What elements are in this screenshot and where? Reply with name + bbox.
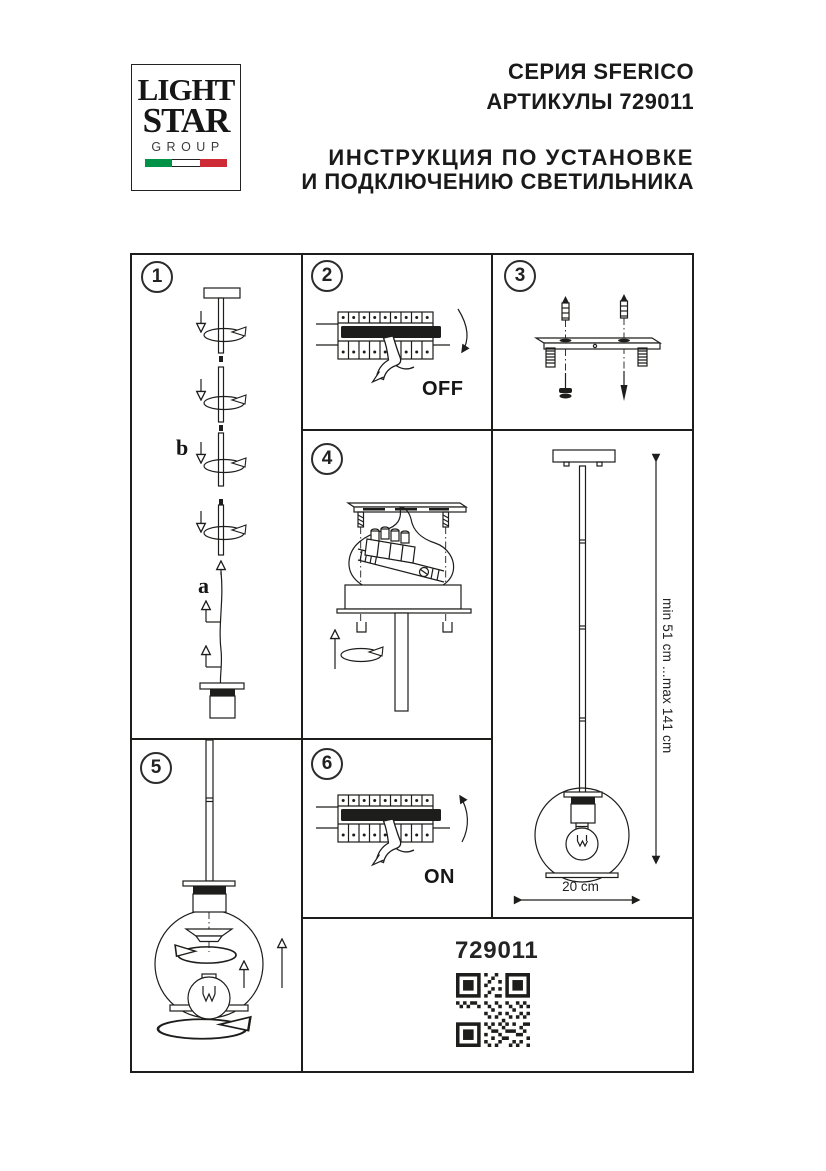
footer-panel bbox=[303, 919, 693, 1071]
qr-finder-top-left bbox=[456, 973, 481, 998]
width-dimension-label: 20 cm bbox=[562, 879, 599, 894]
on-label: ON bbox=[424, 866, 455, 888]
part-label-a: a bbox=[198, 573, 209, 598]
step-6-panel bbox=[303, 740, 490, 916]
step-2-panel bbox=[303, 255, 490, 428]
step-5-panel bbox=[132, 740, 300, 1072]
step-1-panel bbox=[132, 255, 300, 737]
flag-green bbox=[145, 159, 172, 167]
step-6-badge: 6 bbox=[311, 748, 343, 780]
instruction-title-line2: И ПОДКЛЮЧЕНИЮ СВЕТИЛЬНИКА bbox=[301, 168, 694, 194]
logo-text-light: LIGHT bbox=[137, 72, 235, 107]
flag-white bbox=[172, 159, 199, 167]
step-5-badge: 5 bbox=[140, 752, 172, 784]
step-3-panel bbox=[493, 255, 693, 428]
step-4-badge: 4 bbox=[311, 443, 343, 475]
rod-disassembly-diagram bbox=[132, 255, 300, 737]
wiring-connection-diagram bbox=[303, 431, 490, 736]
step-3-badge: 3 bbox=[504, 260, 536, 292]
articles-title: АРТИКУЛЫ 729011 bbox=[486, 89, 694, 114]
off-label: OFF bbox=[422, 378, 464, 400]
qr-finder-top-right bbox=[505, 973, 530, 998]
article-number: 729011 bbox=[455, 937, 539, 964]
step-2-badge: 2 bbox=[311, 260, 343, 292]
document-header bbox=[301, 57, 694, 193]
step-4-panel bbox=[303, 431, 490, 736]
instruction-title-line1: ИНСТРУКЦИЯ ПО УСТАНОВКЕ bbox=[328, 145, 694, 170]
qr-finder-bottom-left bbox=[456, 1022, 481, 1047]
globe-assembly-diagram bbox=[132, 740, 300, 1072]
height-dimension-label: min 51 cm ...max 141 cm bbox=[660, 598, 675, 754]
flag-red bbox=[200, 159, 227, 167]
logo-text-group: GROUP bbox=[151, 140, 225, 154]
part-label-b: b bbox=[176, 435, 189, 460]
series-title: СЕРИЯ SFERICO bbox=[508, 59, 694, 84]
logo-text-star: STAR bbox=[142, 101, 230, 140]
lightstar-logo bbox=[131, 64, 241, 191]
qr-code bbox=[456, 973, 530, 1047]
step-1-badge: 1 bbox=[141, 261, 173, 293]
assembled-lamp-panel bbox=[493, 431, 693, 916]
italy-flag-icon bbox=[145, 159, 227, 167]
